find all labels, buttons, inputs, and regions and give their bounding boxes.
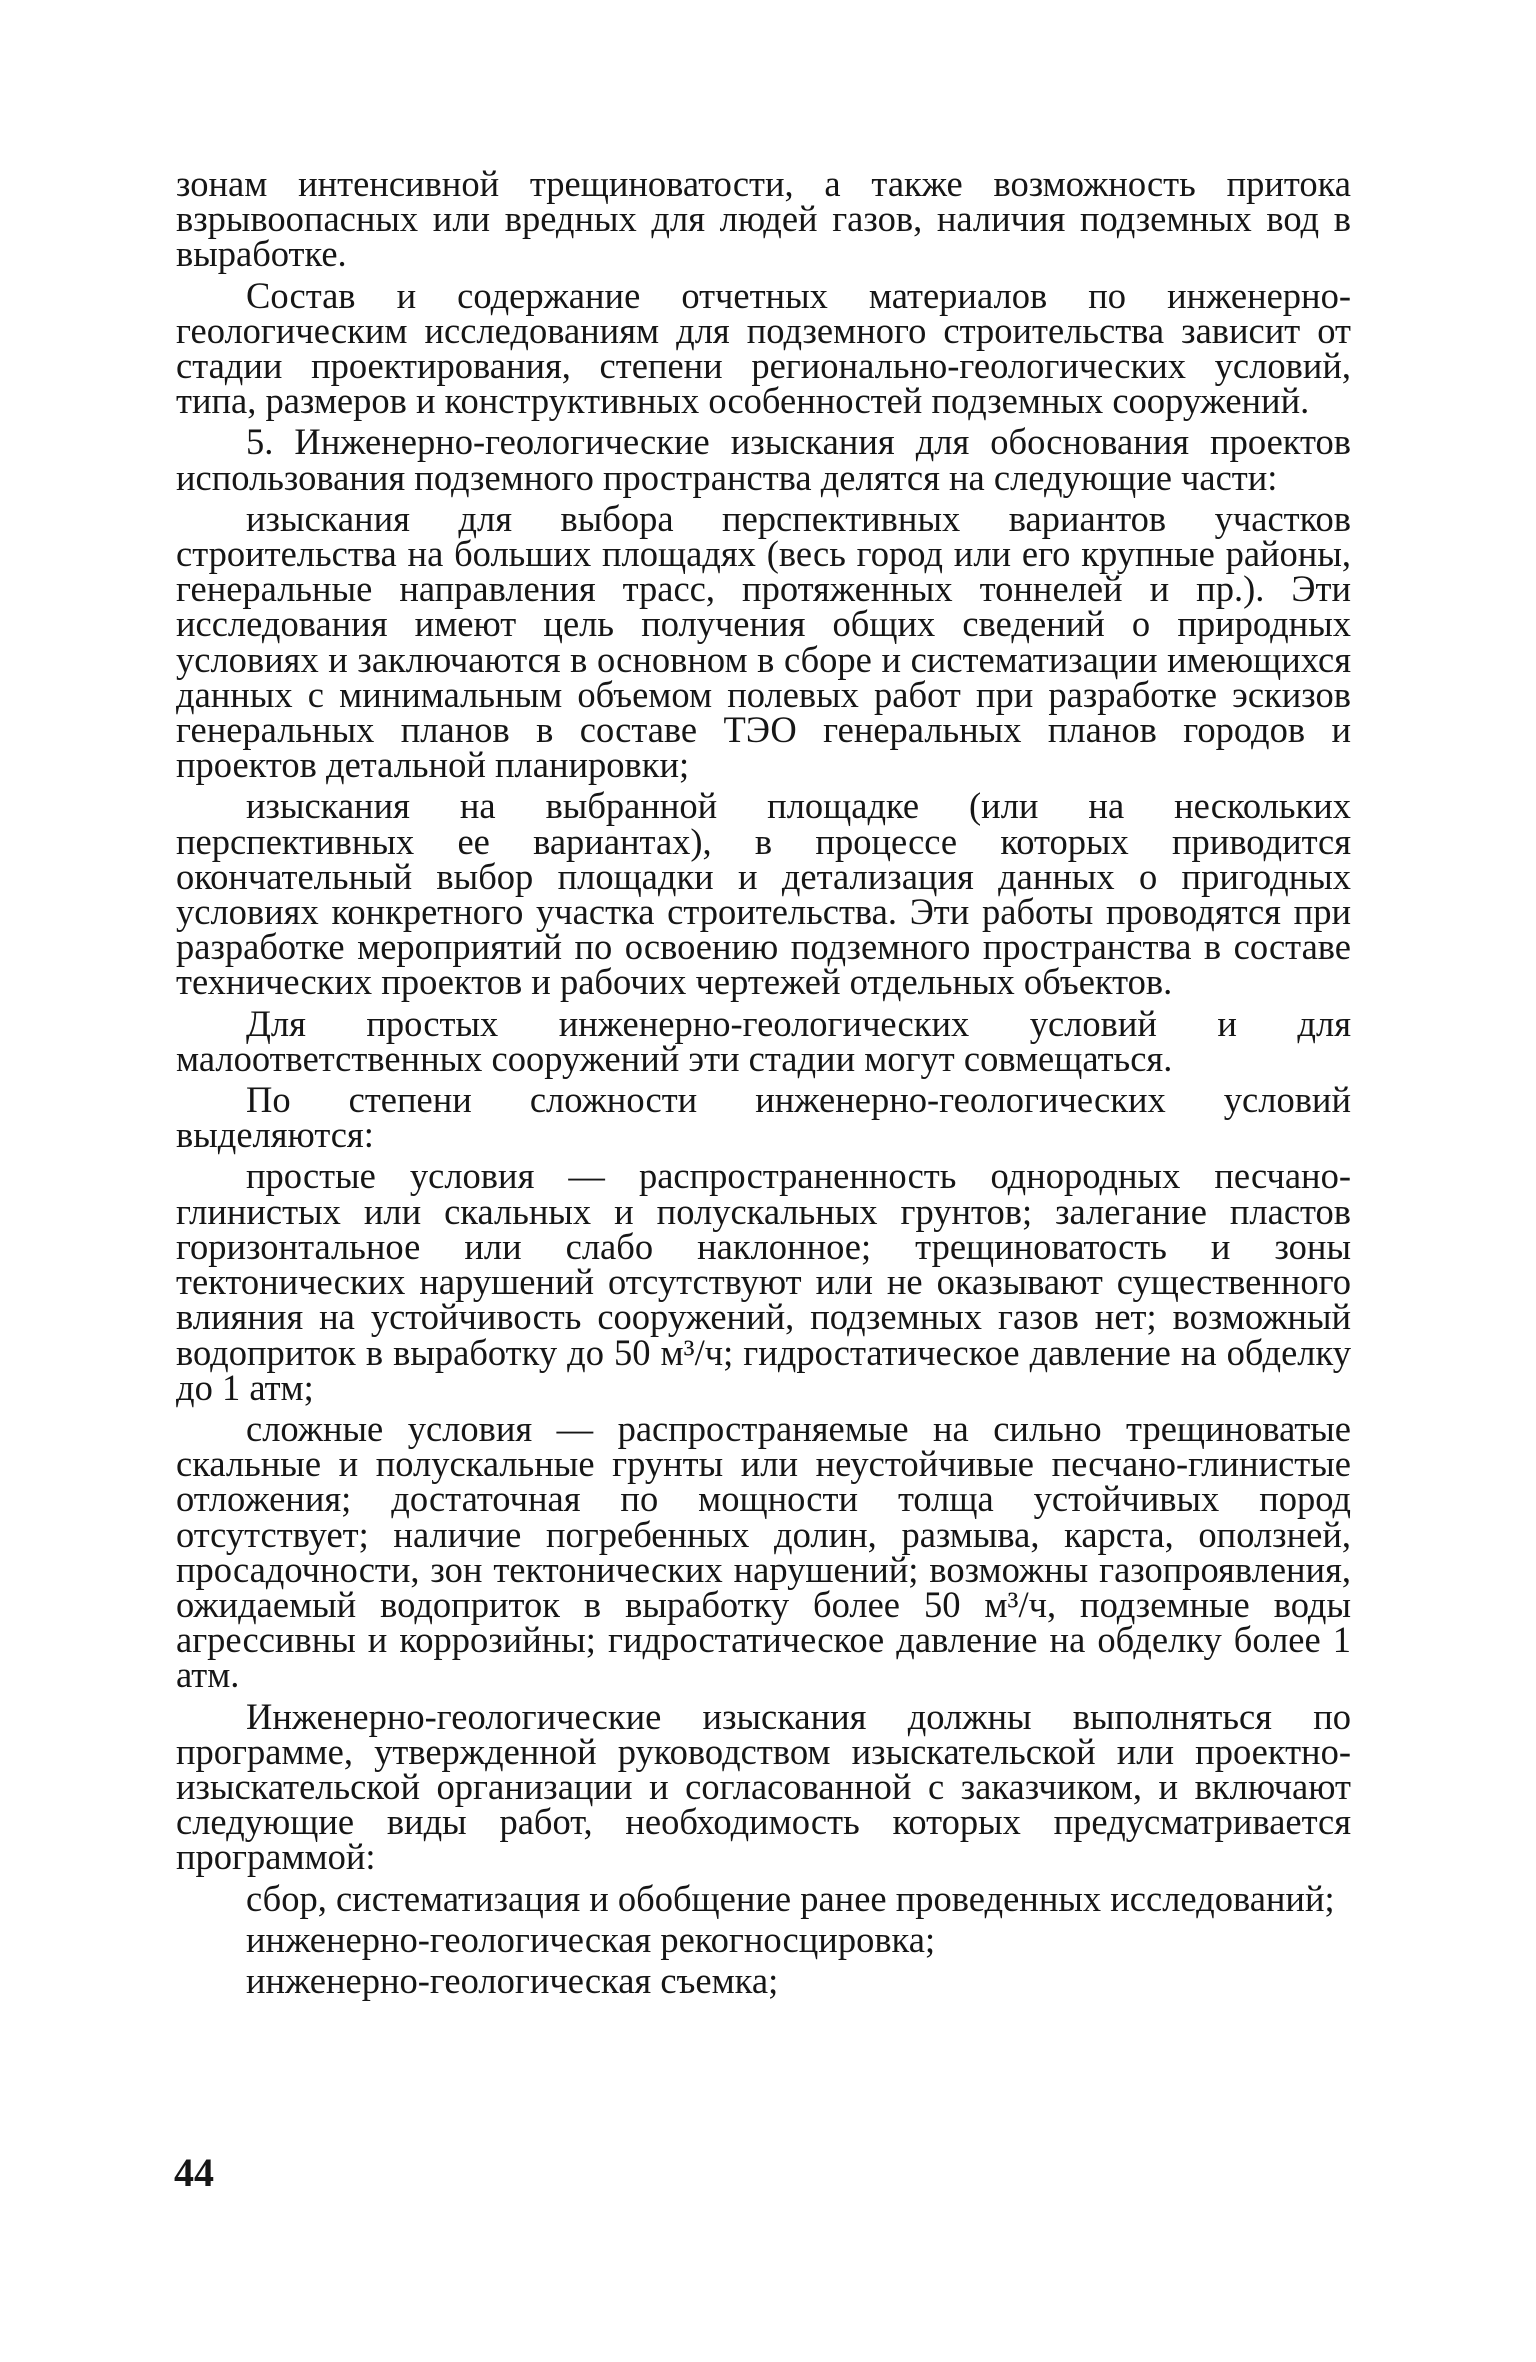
list-item-survey-mapping: инженерно-геологическая съемка; <box>246 1959 779 2001</box>
list-item-complex-conditions: сложные условия — распространяемые на сильно трещиноватые скальные и полускальные грунты или неустойчивые песчано-глинистые отложения; достаточная по мощности толща устойчивых пород отсутствует; наличие погребенных долин, размыва, карста, оползней, просадочности, зон тектонических нарушений; возможны газопроявления, ожидаемый водоприток в выработку более 50 м³/ч, подземные воды агрессивны и коррозийны; гидростатическое давление на обделку более 1 атм. <box>176 1407 1351 1696</box>
body-text <box>176 163 1351 2001</box>
page-number: 44 <box>174 2150 214 2195</box>
list-item-data-collection: сбор, систематизация и обобщение ранее проведенных исследований; <box>246 1877 1335 1919</box>
paragraph-complexity-intro: По степени сложности инженерно-геологических условий выделяются: <box>176 1079 1351 1156</box>
paragraph-report-materials: Состав и содержание отчетных материалов по инженерно-геологическим исследованиям для подземного строительства зависит от стадии проектирования, степени регионально-геологических условий, типа, размеров и конструктивных особенностей подземных сооружений. <box>176 274 1351 422</box>
paragraph-section-5: 5. Инженерно-геологические изыскания для обоснования проектов использования подземного пространства делятся на следующие части: <box>176 421 1351 498</box>
paragraph-simple-conditions-note: Для простых инженерно-геологических условий и для малоответственных сооружений эти стадии могут совмещаться. <box>176 1002 1351 1079</box>
paragraph-continuation: зонам интенсивной трещиноватости, а также возможность притока взрывоопасных или вредных для людей газов, наличия подземных вод в выработке. <box>176 163 1351 275</box>
list-item-survey-selected-site: изыскания на выбранной площадке (или на нескольких перспективных ее вариантах), в процессе которых приводится окончательный выбор площадки и детализация данных о пригодных условиях конкретного участка строительства. Эти работы проводятся при разработке мероприятий по освоению подземного пространства в составе технических проектов и рабочих чертежей отдельных объектов. <box>176 785 1351 1003</box>
list-item-survey-large-areas: изыскания для выбора перспективных вариантов участков строительства на больших площадях (весь город или его крупные районы, генеральные направления трасс, протяженных тоннелей и пр.). Эти исследования имеют цель получения общих сведений о природных условиях и заключаются в основном в сборе и систематизации имеющихся данных с минимальным объемом полевых работ при разработке эскизов генеральных планов в составе ТЭО генеральных планов городов и проектов детальной планировки; <box>176 497 1351 786</box>
list-item-simple-conditions: простые условия — распространенность однородных песчано-глинистых или скальных и полускальных грунтов; залегание пластов горизонтальное или слабо наклонное; трещиноватость и зоны тектонических нарушений отсутствуют или не оказывают существенного влияния на устойчивость сооружений, подземных газов нет; возможный водоприток в выработку до 50 м³/ч; гидростатическое давление на обделку до 1 атм; <box>176 1155 1351 1408</box>
paragraph-survey-program: Инженерно-геологические изыскания должны выполняться по программе, утвержденной руководством изыскательской или проектно-изыскательской организации и согласованной с заказчиком, и включают следующие виды работ, необходимость которых предусматривается программой: <box>176 1695 1351 1878</box>
list-item-reconnaissance: инженерно-геологическая рекогносцировка; <box>246 1918 936 1960</box>
